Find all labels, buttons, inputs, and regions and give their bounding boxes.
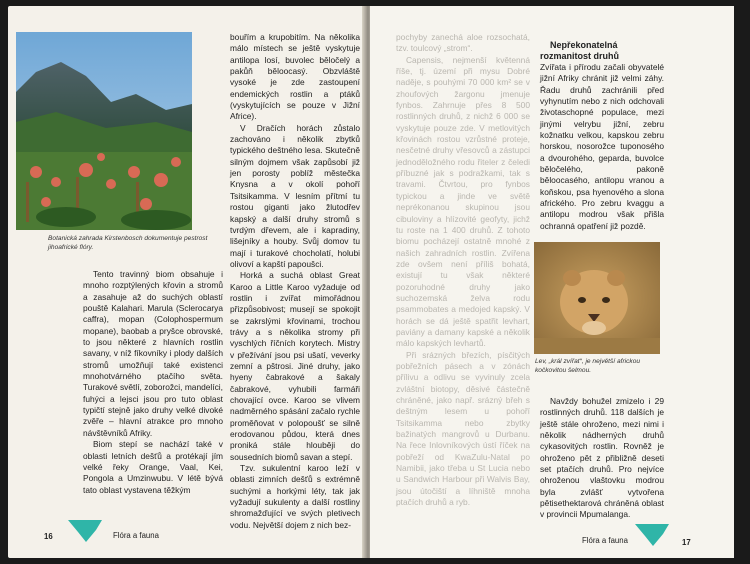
photo-caption: Botanická zahrada Kirstenbosch dokumentuje pestrost jihoafrické flóry. [48, 235, 208, 251]
box-paragraph: Zvířata i přírodu začali obyvatelé jižní Afriky chránit již velmi záhy. Řadu druhů zachránili před vyhynutím nebo z nich odchovali životaschopné populace, mezi jinými velrybu jižní, zebru kožnatku velkou, kapskou zebru horskou, nosorožce tuponosého a dvourohého, geparda, buvolce běločelého, pakoně běloocasého, antilopu vranou a koňskou, psa hyenového a slona afrického. Pro zebru kvaggu a antilopu modrou však přišla ochranná opatření již pozdě. [540, 62, 664, 231]
paragraph: Tzv. sukulentní karoo leží v oblasti zimních dešťů s extrémně suchými a horkými léty, tak jak vyžadují sukulenty a další rostliny shromažďující ve svých pletivech vodu. Největší dojem z nich bez- [230, 463, 360, 530]
paragraph: pochyby zanechá aloe rozsochatá, tzv. toulcový „strom“. [396, 32, 530, 54]
paragraph: Navždy bohužel zmizelo i 29 rostlinných druhů. 118 dalších je ještě stále ohroženo, mezi nimi i několik nádherných druhů cykasovitých rostlin. Rovněž je ohroženo pět z přibližně deseti set ptačích druhů. Pro nejvíce ohroženou vlaštovku modrou byla zvlášť vytvořena pětisethektarová chráněná oblast v provincii Mpumalanga. [540, 396, 664, 520]
left-page [8, 6, 366, 558]
right-column-2-bottom [540, 396, 664, 521]
lion-caption: Lev, „král zvířat“, je největší africkou kočkovitou šelmou. [535, 358, 641, 374]
right-page [370, 6, 734, 558]
lion-photo [534, 242, 660, 354]
paragraph: Horká a suchá oblast Great Karoo a Little Karoo vyžaduje od rostlin i zvířat mimořádnou přizpůsobivost; musejí se spokojit se zakrslými křovinami, trochou trávy a s několika stromy při vyschlých říčních korytech. Mistry v přežívání jsou psi ušatí, veverky zemní a pštrosi. Jiné druhy, jako hyeny čabrakové a šakaly čabrakové, vyhubili farmáři chovající ovce. Karoo se vlivem nadměrného spásání začalo rychle proměňovat v polopoušť se silně erodovanou půdou, která dnes proniká stále hlouběji do sousedních biomů savan a stepí. [230, 270, 360, 462]
lion-cub-image [534, 242, 660, 354]
africa-shape-icon [68, 520, 102, 542]
right-column-1 [396, 32, 530, 508]
left-column-1 [83, 269, 223, 496]
footer-section: Flóra a fauna [582, 536, 628, 545]
paragraph: V Dračích horách zůstalo zachováno i několik zbytků typického deštného lesa. Skutečně silným dojmem však zapůsobí již jen porosty poblíž městečka Knysna a v okolí pohoří Tsitsikamma. V lesním přítmí tu rostou giganti jako žlutodřev kapský a další druhy stromů s tvrdým dřevem, ale i kapradiny, lišejníky a houby. Svůj domov tu mají i turakové chocholatí, holubi olivoví a kapští papoušci. [230, 122, 360, 269]
right-column-2 [540, 40, 664, 232]
paragraph: bouřím a krupobitím. Na několika málo místech se ještě vyskytuje antilopa losí, buvolec běločelý a pakůň běloocasý. Obzvláště vysoké je zde zastoupení endemických rostlin a ptáků (vyskytujících se pouze v Jižní Africe). [230, 32, 360, 122]
paragraph: Capensis, nejmenší květenná říše, tj. území při mysu Dobré naděje, s pouhými 70 000 km² se v zhoufových žargonu jmenuje fynbos. Zahrnuje přes 8 500 rostlinných druhů, z nichž 6 000 se vyskytuje pouze zde. V metlovitých křovinách rostou vzrůstné proteje, nesčetné druhy vřesovců a zástupci jednoděložného rodu řiteler z čeledi příbuzné jak s podražkami, tak s travami. Čtvrtou, pro fynbos typickou a jinde ve světě neprékonanou skupinou jsou cibuloviny a hlízovité geofyty, jichž tu roste na 1 400 druhů. Z tohoto biomu pocházejí ostatně mnohé z našich zahradních rostlin. Zvířena zde ovšem není příliš bohatá, existují tu však některé pozoruhodné druhy jako suchozemská želva rodu psammobates a medojed kapský. V horách se dá ještě spatřit levhart, paviány a damany kapské a několik málo kapských levhartů. [396, 54, 530, 349]
box-title: Nepřekonatelná rozmanitost druhů [540, 40, 619, 61]
footer-section: Flóra a fauna [113, 531, 159, 540]
left-column-2 [230, 32, 360, 531]
africa-shape-icon [635, 524, 669, 546]
page-number: 16 [44, 532, 53, 541]
paragraph: Biom stepí se nachází také v oblasti letních dešťů a protékají jím velké řeky Orange, Vaal, Kei, Pongola a Umzinwubu. V létě bývá tato oblast vystavena těžkým [83, 439, 223, 495]
mountain-flowers-image [16, 32, 192, 230]
paragraph: Tento travinný biom obsahuje i mnoho rozptýlených křovin a stromů a zasahuje až do suchých oblastí pouště Kalahari. Marula (Sclerocarya caffra), mopan (Colophospermum mopane), baobab a pryšce obrovské, to jsou některé z hlavních rostlin savany, v níž fíkovníky i plody dalších stromů umožňují také existenci mnohotvárného ptačího světa. Turakové světlí, zoborožci, mandelíci, fuhýci a lejsci jsou pro tuto oblast typičtí stejně jako druhy velké divoké zvěře – hlavní atrakce pro mnoho návštěvníků Afriky. [83, 269, 223, 438]
kirstenbosch-photo [16, 32, 192, 230]
page-number: 17 [682, 538, 691, 547]
paragraph: Při srázných březích, písčitých pobřežních pásech a v zónách přílivu a odlivu se vyvinuly zcela zvláštní biotopy, děsivé částečně chráněné, jako např. srázný břeh s deštným lesem u pohoří Tsitsikamma nebo zbytky bažinatých mangrovů u Durbanu. Na řece Inlovníkových ústí říček na pobřeží od KwaZulu-Natal po Namibii, jako třeba u St Lucia nebo u Sandwich Harbour při Walvis Bay, jsou útočiští a líhniště mnoha ptačích druhů a ryb. [396, 349, 530, 508]
